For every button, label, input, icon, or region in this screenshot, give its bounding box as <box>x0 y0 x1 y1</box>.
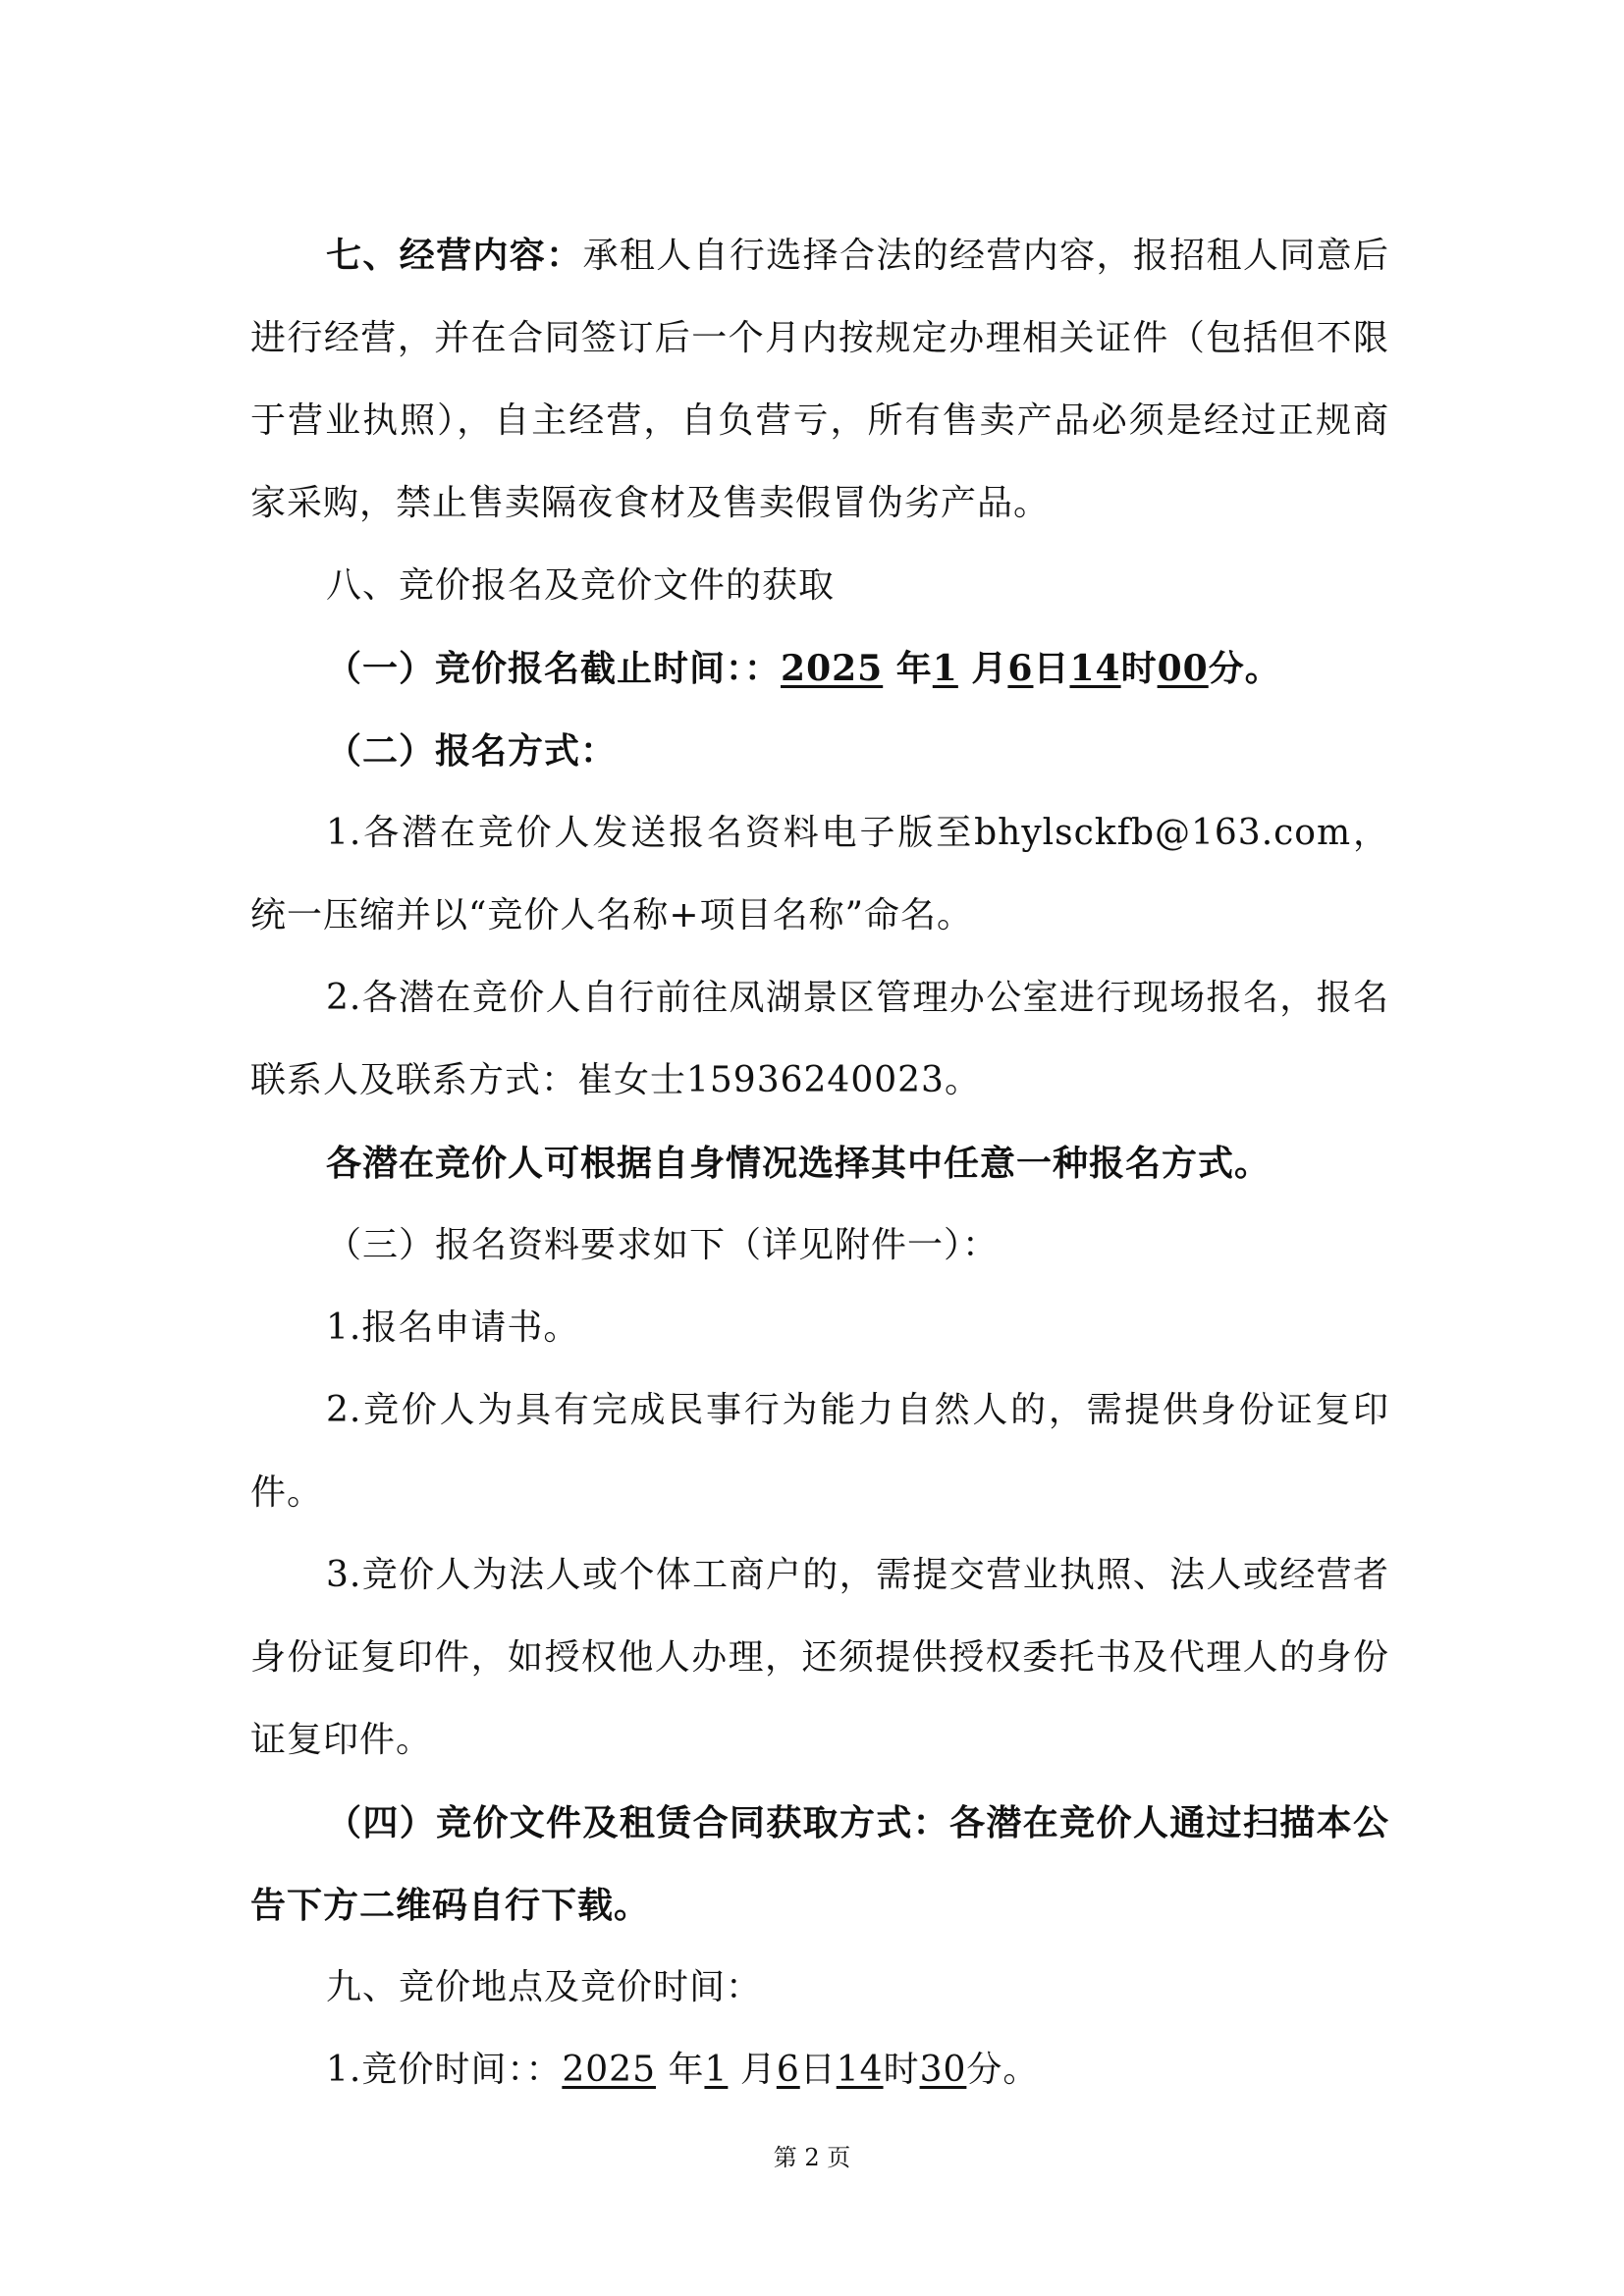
deadline-hour-unit: 时 <box>1120 648 1158 689</box>
section-8-title: 八、竞价报名及竞价文件的获取 <box>326 565 836 606</box>
bidding-month: 1 <box>704 2050 729 2090</box>
page-number-prefix: 第 <box>773 2144 797 2171</box>
deadline-hour: 14 <box>1069 648 1121 689</box>
material-1: 1.报名申请书。 <box>326 1308 580 1348</box>
registration-method-2: 2.各潜在竞价人自行前往凤湖景区管理办公室进行现场报名，报名联系人及联系方式：崔女士15936240023。 <box>250 978 1389 1100</box>
deadline-month: 1 <box>932 648 958 689</box>
section-7-label: 七、经营内容： <box>326 235 583 276</box>
registration-deadline <box>250 627 1389 710</box>
document-body <box>250 214 1389 2111</box>
registration-method-1: 1.各潜在竞价人发送报名资料电子版至bhylsckfb@163.com，统一压缩并以“竞价人名称+项目名称”命名。 <box>250 813 1389 935</box>
bidding-minute: 30 <box>919 2050 967 2090</box>
deadline-year: 2025 <box>781 648 884 689</box>
deadline-day-unit: 日 <box>1033 648 1070 689</box>
section-7-text: 承租人自行选择合法的经营内容，报招租人同意后进行经营，并在合同签订后一个月内按规定办理相关证件（包括但不限于营业执照），自主经营，自负营亏，所有售卖产品必须是经过正规商家采购，禁止售卖隔夜食材及售卖假冒伪劣产品。 <box>250 236 1389 523</box>
bidding-day-unit: 日 <box>799 2050 837 2090</box>
deadline-minute-unit: 分。 <box>1208 648 1281 689</box>
page-number-footer <box>0 2143 1624 2172</box>
bidding-year: 2025 <box>562 2050 656 2090</box>
deadline-minute: 00 <box>1157 648 1209 689</box>
section-7-paragraph <box>250 214 1389 545</box>
deadline-month-unit: 月 <box>971 648 1008 689</box>
bidding-day: 6 <box>776 2050 800 2090</box>
material-3: 3.竞价人为法人或个体工商户的，需提交营业执照、法人或经营者身份证复印件，如授权他人办理，还须提供授权委托书及代理人的身份证复印件。 <box>250 1555 1389 1760</box>
bidding-month-unit: 月 <box>739 2050 777 2090</box>
deadline-day: 6 <box>1007 648 1034 689</box>
page-number-suffix: 页 <box>827 2144 851 2171</box>
page-number: 2 <box>804 2144 820 2171</box>
bidding-hour: 14 <box>836 2050 884 2090</box>
bidding-minute-unit: 分。 <box>966 2050 1040 2090</box>
registration-method-title: （二）报名方式： <box>326 730 618 772</box>
bidding-time-label: 1.竞价时间：： <box>326 2050 563 2090</box>
bidding-year-unit: 年 <box>668 2050 705 2090</box>
bidding-time <box>250 2029 1389 2111</box>
section-9-title: 九、竞价地点及竞价时间： <box>326 1967 763 2007</box>
materials-title: （三）报名资料要求如下（详见附件一）： <box>326 1225 1000 1265</box>
registration-deadline-label: （一）竞价报名截止时间：： <box>326 648 782 689</box>
deadline-year-unit: 年 <box>895 648 933 689</box>
material-2: 2.竞价人为具有完成民事行为能力自然人的，需提供身份证复印件。 <box>250 1390 1389 1513</box>
bidding-hour-unit: 时 <box>883 2050 920 2090</box>
documents-acquisition: （四）竞价文件及租赁合同获取方式：各潜在竞价人通过扫描本公告下方二维码自行下载。 <box>250 1802 1389 1926</box>
registration-method-note: 各潜在竞价人可根据自身情况选择其中任意一种报名方式。 <box>326 1143 1272 1184</box>
